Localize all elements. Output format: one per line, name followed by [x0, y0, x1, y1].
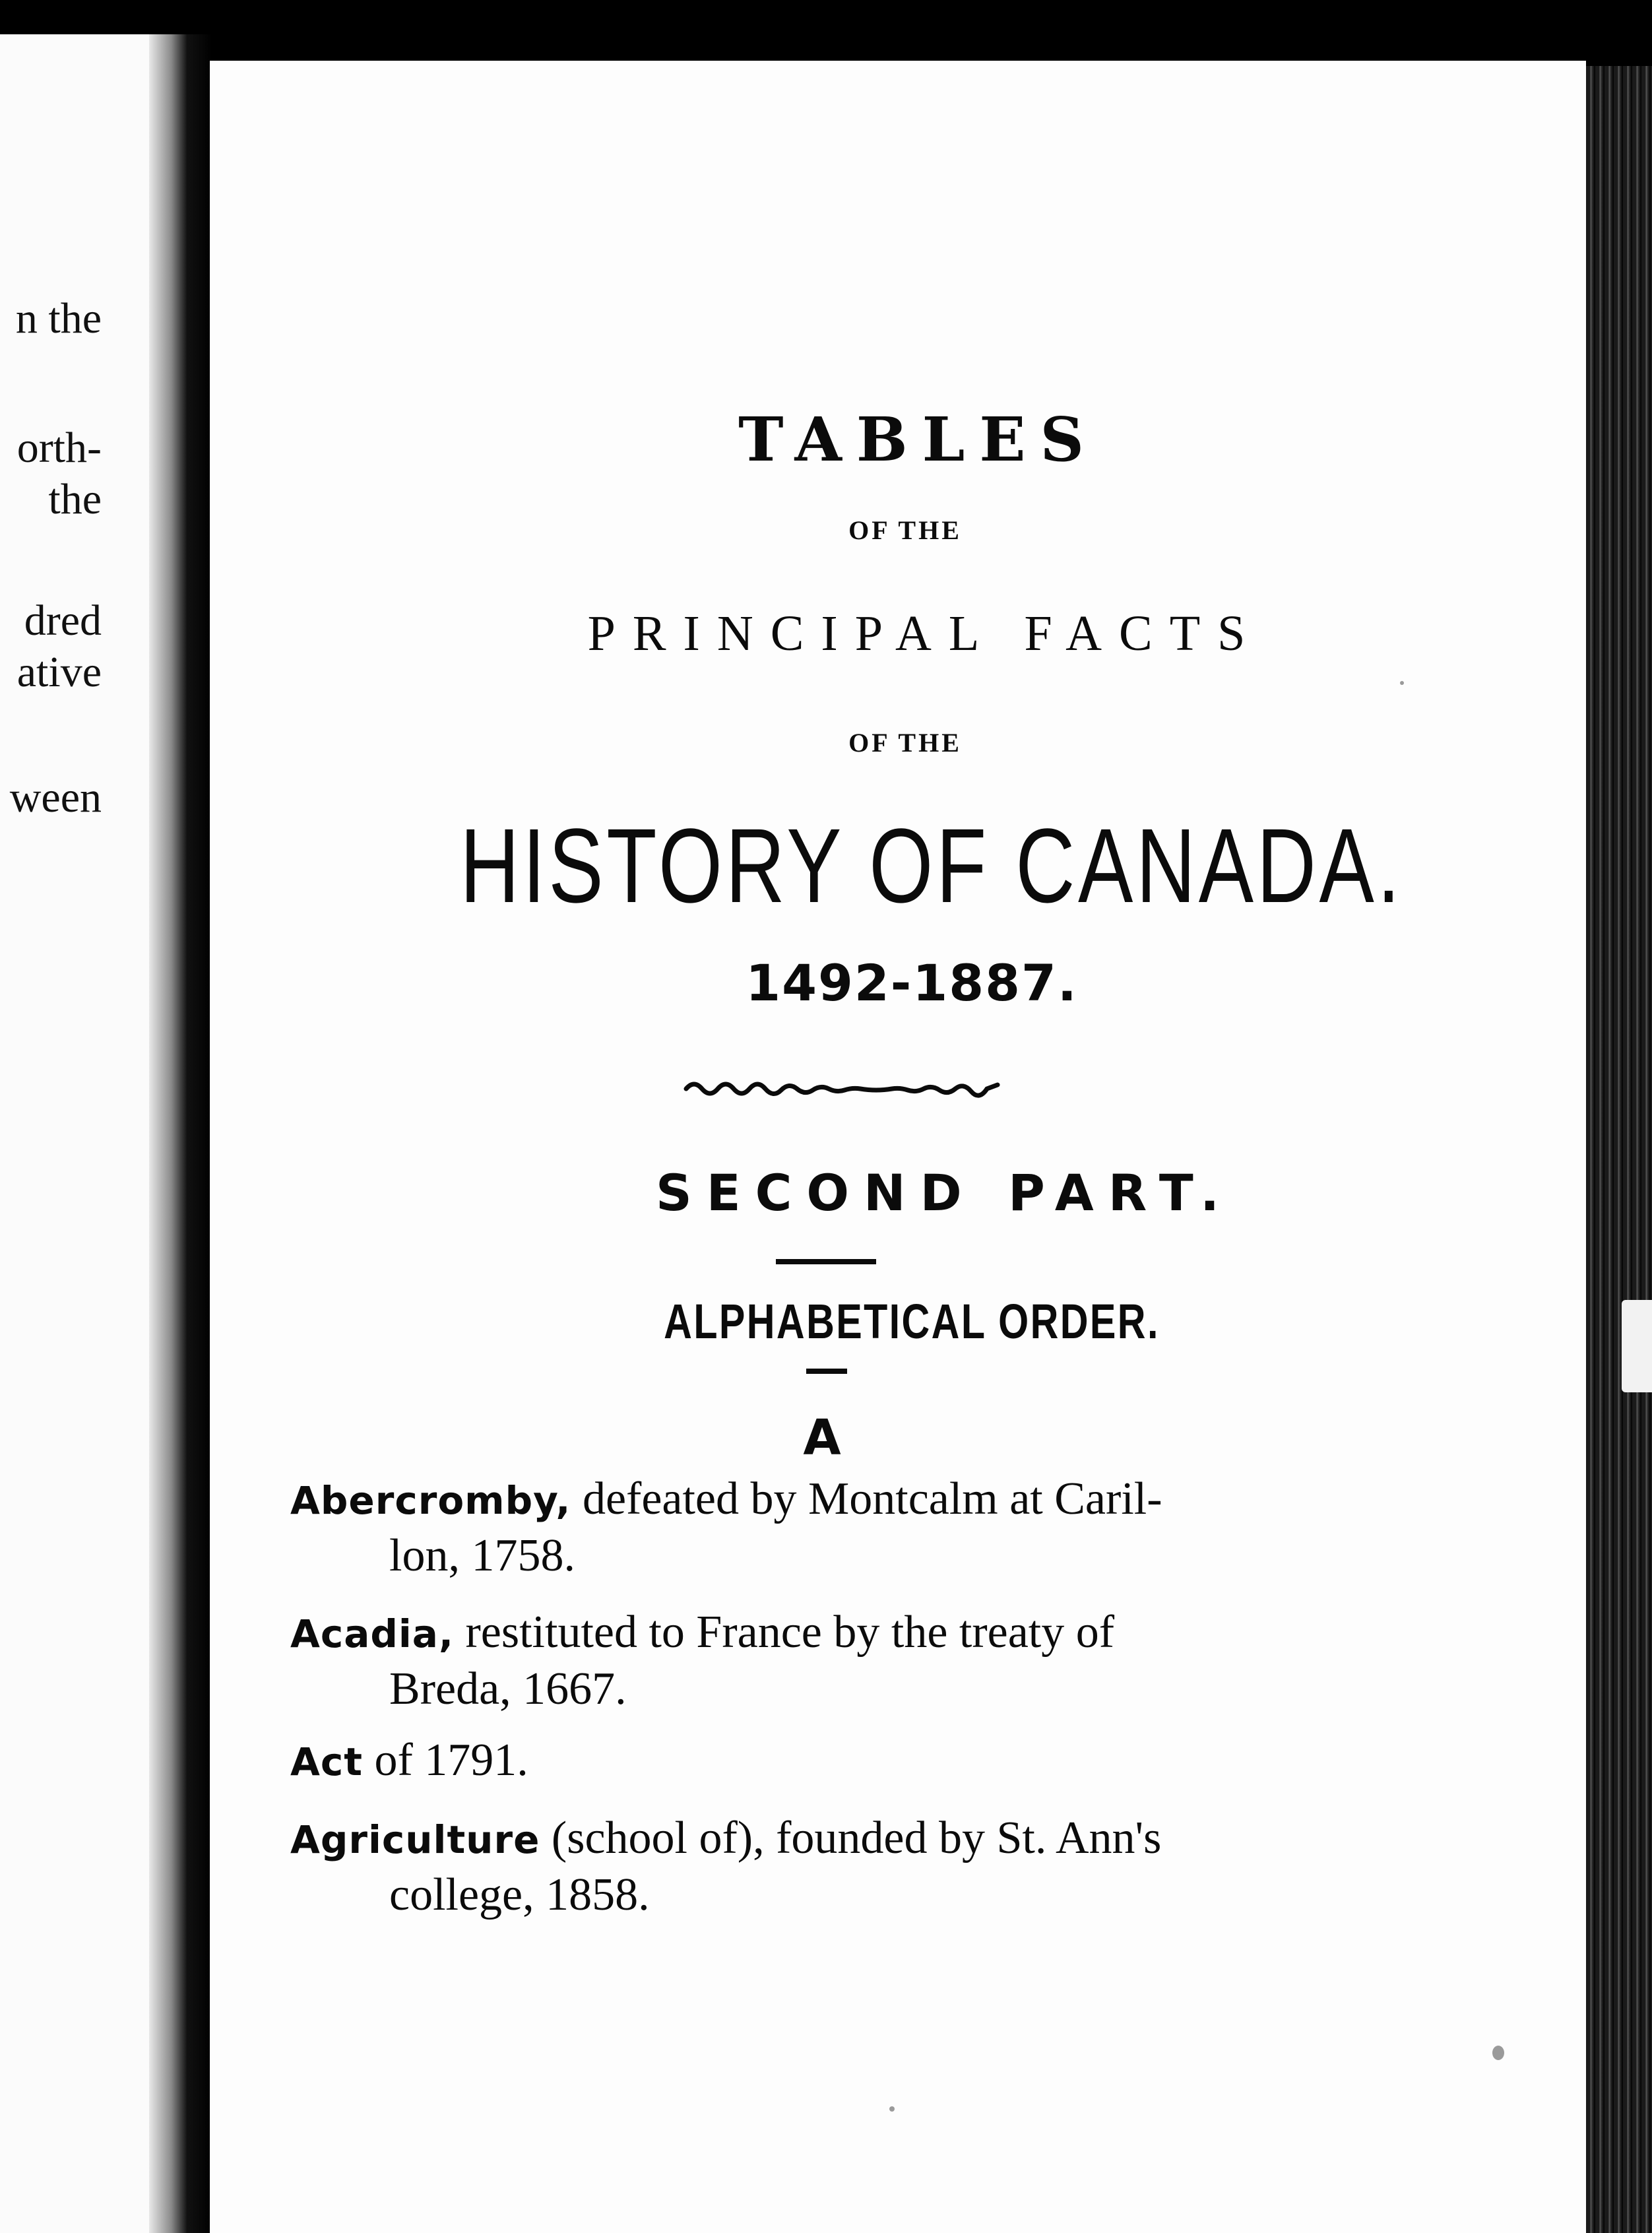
left-page-text: ween [9, 773, 102, 822]
entry-continuation: college, 1858. [389, 1869, 650, 1920]
date-range: 1492-1887. [746, 954, 1078, 1012]
title-tables: TABLES [738, 404, 1098, 475]
entry-heading: Abercromby, [290, 1478, 571, 1523]
section-heading: SECOND PART. [655, 1163, 1234, 1222]
rule-divider [806, 1369, 847, 1374]
left-page-text: the [48, 475, 102, 523]
entry-heading: Agriculture [290, 1817, 540, 1862]
page-tab [1622, 1300, 1652, 1392]
subtitle-principal-facts: PRINCIPAL FACTS [587, 606, 1263, 661]
entry-continuation: Breda, 1667. [389, 1664, 627, 1714]
left-page-text: orth- [16, 424, 102, 472]
entry-text: defeated by Montcalm at Caril- [582, 1473, 1162, 1524]
of-the-label: OF THE [848, 515, 962, 545]
paper-speck [1492, 2046, 1504, 2060]
paper-speck [889, 2106, 895, 2112]
page-edges [1586, 66, 1652, 2233]
index-entry [290, 1605, 1346, 1717]
entry-text: of 1791. [374, 1735, 528, 1786]
entry-heading: Act [290, 1739, 363, 1784]
left-page-text: n the [15, 294, 102, 342]
entry-heading: Acadia, [290, 1611, 454, 1656]
of-the-label: OF THE [848, 728, 962, 758]
entry-text: (school of), founded by St. Ann's [551, 1813, 1162, 1863]
left-page-text: ative [16, 648, 102, 696]
index-entry [290, 1811, 1346, 1923]
entry-continuation: lon, 1758. [389, 1530, 575, 1581]
section-subheading: ALPHABETICAL ORDER. [664, 1294, 1160, 1349]
index-entry [290, 1472, 1346, 1584]
wavy-divider [683, 1076, 1000, 1105]
main-title: HISTORY OF CANADA. [460, 806, 1403, 924]
paper-speck [1400, 681, 1404, 685]
left-page-text: dred [24, 597, 102, 645]
index-entry [290, 1733, 1346, 1790]
book-gutter [149, 34, 212, 2233]
rule-divider [776, 1259, 876, 1264]
index-letter: A [803, 1409, 841, 1466]
entry-text: restituted to France by the treaty of [465, 1607, 1115, 1658]
